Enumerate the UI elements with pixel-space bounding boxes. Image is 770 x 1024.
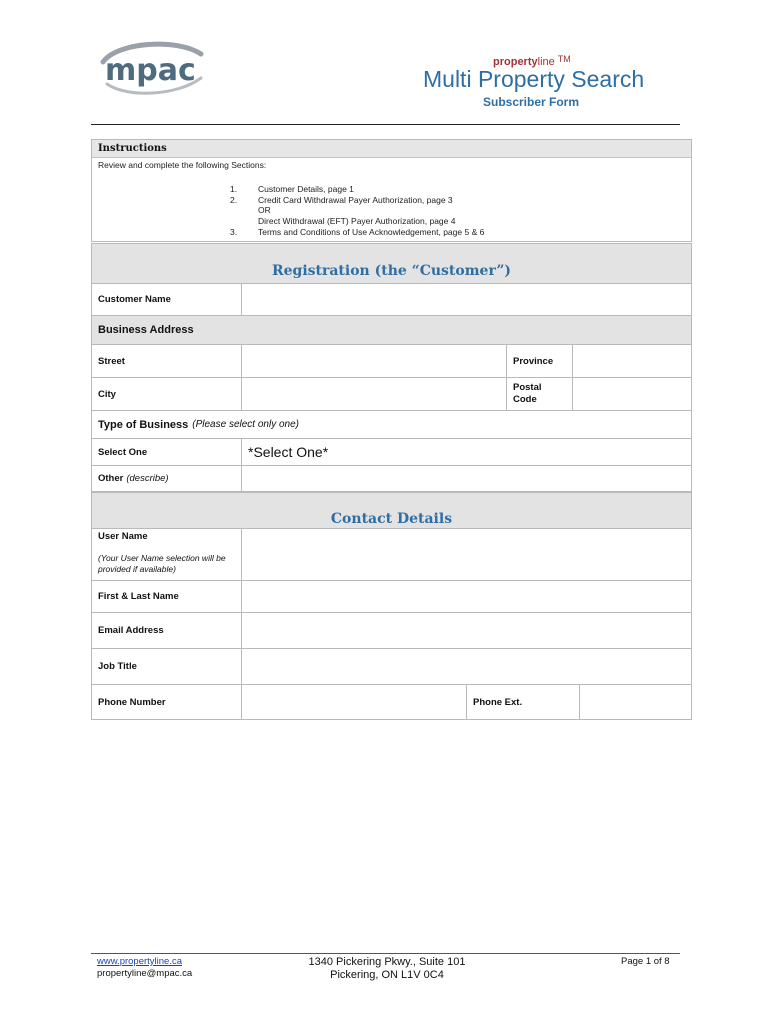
postal-code-text: Postal Code bbox=[513, 382, 542, 405]
brand-tm: TM bbox=[557, 54, 571, 64]
website-link[interactable]: www.propertyline.ca bbox=[97, 956, 183, 967]
instruction-item bbox=[230, 205, 484, 216]
email-address-field[interactable] bbox=[242, 613, 692, 649]
phone-ext-label: Phone Ext. bbox=[467, 685, 580, 720]
city-field[interactable] bbox=[242, 378, 507, 411]
email-address-label: Email Address bbox=[91, 613, 242, 649]
registration-heading: Registration (the “Customer”) bbox=[91, 243, 692, 284]
other-label bbox=[91, 466, 242, 492]
instruction-num: 3. bbox=[230, 226, 238, 237]
first-last-name-label: First & Last Name bbox=[91, 581, 242, 613]
postal-code-field[interactable] bbox=[573, 378, 692, 411]
instruction-text: Terms and Conditions of Use Acknowledgement, page 5 & 6 bbox=[258, 226, 485, 237]
user-name-text: User Name bbox=[98, 531, 148, 542]
address-line-2: Pickering, ON L1V 0C4 bbox=[330, 969, 444, 981]
footer-contact bbox=[97, 956, 192, 980]
instruction-num bbox=[230, 216, 258, 227]
mpac-logo bbox=[97, 40, 209, 98]
job-title-field[interactable] bbox=[242, 649, 692, 685]
user-name-note: (Your User Name selection will be provided if available) bbox=[98, 553, 226, 574]
instructions-box bbox=[91, 139, 692, 242]
job-title-label: Job Title bbox=[91, 649, 242, 685]
page-title: Multi Property Search bbox=[423, 66, 645, 92]
header-divider bbox=[91, 124, 680, 125]
instruction-text: OR bbox=[258, 205, 271, 216]
user-name-field[interactable] bbox=[242, 529, 692, 581]
instruction-text: Customer Details, page 1 bbox=[258, 184, 354, 194]
page-number: Page 1 of 8 bbox=[621, 956, 670, 967]
other-label-text: Other bbox=[98, 473, 124, 484]
customer-name-field[interactable] bbox=[242, 284, 692, 316]
instruction-num: 2. bbox=[230, 194, 238, 205]
address-line-1: 1340 Pickering Pkwy., Suite 101 bbox=[308, 956, 466, 968]
postal-code-label bbox=[507, 378, 573, 411]
footer-email: propertyline@mpac.ca bbox=[97, 968, 193, 979]
instruction-item bbox=[230, 184, 484, 195]
street-field[interactable] bbox=[242, 345, 507, 378]
phone-number-label: Phone Number bbox=[91, 685, 242, 720]
province-field[interactable] bbox=[573, 345, 692, 378]
footer-address bbox=[287, 956, 487, 982]
phone-number-field[interactable] bbox=[242, 685, 467, 720]
first-last-name-field[interactable] bbox=[242, 581, 692, 613]
contact-details-heading: Contact Details bbox=[91, 492, 692, 529]
type-of-business-heading bbox=[91, 411, 692, 439]
instruction-item bbox=[230, 227, 484, 238]
instructions-heading: Instructions bbox=[92, 140, 691, 158]
instruction-text: Credit Card Withdrawal Payer Authorization, page 3 bbox=[258, 194, 453, 205]
instructions-list bbox=[230, 184, 484, 238]
other-field[interactable] bbox=[242, 466, 692, 492]
subscriber-form bbox=[91, 243, 692, 720]
business-address-heading bbox=[91, 316, 692, 345]
city-label: City bbox=[91, 378, 242, 411]
type-of-business-text: Type of Business bbox=[98, 418, 189, 431]
user-name-label bbox=[91, 529, 242, 581]
page-subtitle: Subscriber Form bbox=[483, 95, 580, 109]
instruction-item bbox=[230, 195, 484, 206]
brand-rest: line bbox=[537, 56, 555, 68]
select-one-label: Select One bbox=[91, 439, 242, 466]
province-label: Province bbox=[507, 345, 573, 378]
instruction-item bbox=[230, 216, 484, 227]
instruction-text: Direct Withdrawal (EFT) Payer Authorization, page 4 bbox=[258, 216, 456, 227]
customer-name-label: Customer Name bbox=[91, 284, 242, 316]
business-address-text: Business Address bbox=[98, 324, 194, 336]
instruction-num bbox=[230, 205, 258, 216]
street-label: Street bbox=[91, 345, 242, 378]
instruction-num: 1. bbox=[230, 184, 238, 194]
footer-divider bbox=[91, 953, 680, 954]
brand-bold: property bbox=[493, 56, 538, 68]
type-of-business-note: (Please select only one) bbox=[192, 419, 299, 430]
phone-ext-field[interactable] bbox=[580, 685, 692, 720]
instructions-intro: Review and complete the following Sections: bbox=[98, 160, 267, 170]
other-label-note: (describe) bbox=[126, 473, 169, 484]
business-type-select[interactable]: *Select One* bbox=[242, 439, 692, 466]
mpac-logo-text: mpac bbox=[105, 53, 196, 88]
